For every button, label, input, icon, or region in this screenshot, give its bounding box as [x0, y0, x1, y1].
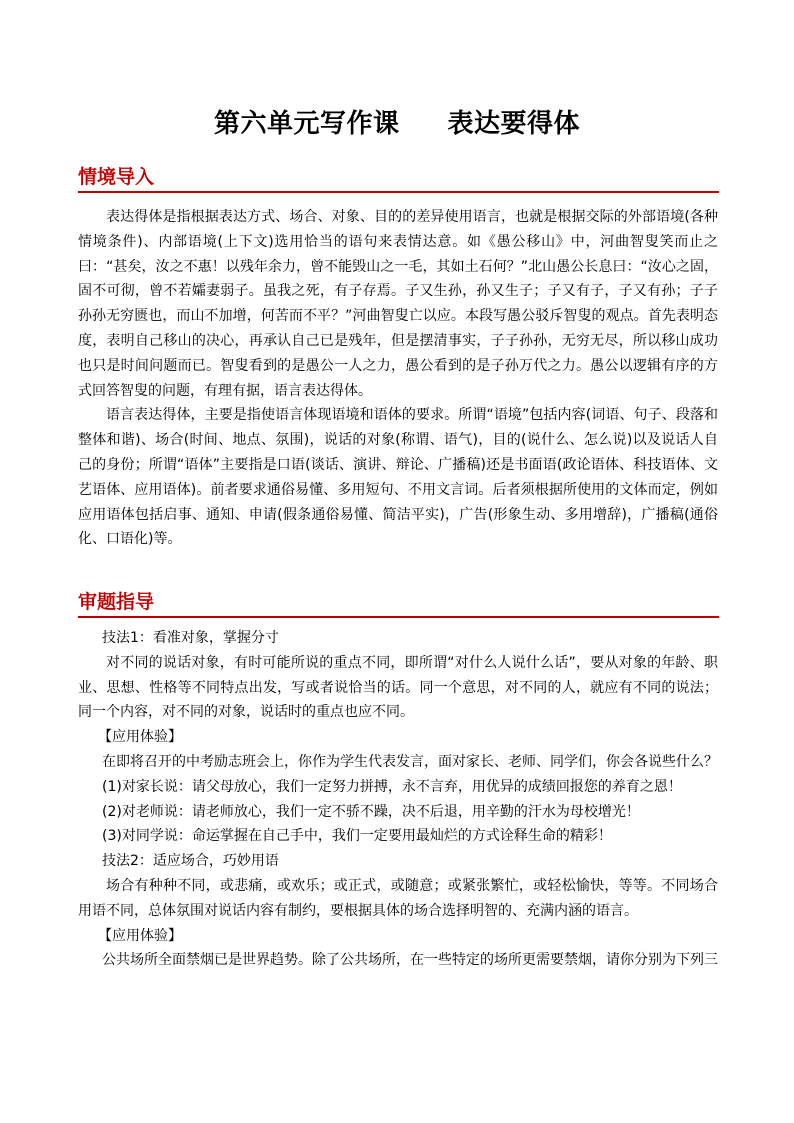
section-intro — [78, 167, 718, 552]
section-heading — [78, 167, 718, 191]
method-1-heading: 技法1：看准对象，掌握分寸 — [102, 630, 279, 646]
experience-label: 【应用体验】 — [98, 729, 182, 746]
experience-question: 公共场所全面禁烟已是世界趋势。除了公共场所，在一些特定的场所更需要禁烟，请你分别为下列三 — [102, 952, 718, 969]
section-title: 情境导入 — [78, 166, 155, 188]
title-part-1: 第六单元写作课 — [213, 109, 400, 139]
experience-question: 在即将召开的中考励志班会上，你作为学生代表发言，面对家长、老师、同学们，你会各说些什么？ — [102, 753, 718, 770]
section-guidance — [78, 592, 718, 973]
section-title: 审题指导 — [78, 591, 155, 613]
section-heading — [78, 592, 718, 616]
intro-paragraph-1: 表达得体是指根据表达方式、场合、对象、目的的差异使用语言，也就是根据交际的外部语境(各种情境条件)、内部语境(上下文)选用恰当的语句来表情达意。如《愚公移山》中，河曲智叟笑而止之曰：“甚矣，汝之不惠！以残年余力，曾不能毁山之一毛，其如土石何？”北山愚公长息曰：“汝心之固，固不可彻，曾不若孀妻弱子。虽我之死，有子存焉。子又生孙，孙又生子；子又有子，子又有孙；子子孙孙无穷匮也，而山不加增，何苦而不平？”河曲智叟亡以应。本段写愚公驳斥智叟的观点。首先表明态度，表明自己移山的决心，再承认自己已是残年，但是摆清事实，子子孙孙，无穷无尽，所以移山成功也只是时间问题而已。智叟看到的是愚公一人之力，愚公看到的是子孙万代之力。愚公以逻辑有序的方式回答智叟的问题，有理有据，语言表达得体。 — [78, 209, 718, 399]
answer-2: (2)对老师说：请老师放心，我们一定不骄不躁，决不后退，用辛勤的汗水为母校增光！ — [102, 803, 640, 820]
method-2-text: 场合有种种不同，或悲痛，或欢乐；或正式，或随意；或紧张繁忙，或轻松愉快，等等。不同场合用语不同，总体氛围对说话内容有制约，要根据具体的场合选择明智的、充满内涵的语言。 — [78, 877, 718, 919]
method-1-text: 对不同的说话对象，有时可能所说的重点不同，即所谓“对什么人说什么话”，要从对象的年龄、职业、思想、性格等不同特点出发，写或者说恰当的话。同一个意思，对不同的人，就应有不同的说法；同一个内容，对不同的对象，说话时的重点也应不同。 — [78, 654, 718, 721]
section-divider — [78, 191, 719, 193]
answer-1: (1)对家长说：请父母放心，我们一定努力拼搏，永不言弃，用优异的成绩回报您的养育之恩！ — [102, 778, 682, 795]
answer-3: (3)对同学说：命运掌握在自己手中，我们一定要用最灿烂的方式诠释生命的精彩！ — [102, 828, 612, 845]
title-part-2: 表达要得体 — [447, 109, 581, 139]
page-title — [0, 103, 794, 140]
section-divider — [78, 616, 719, 618]
method-2-heading: 技法2：适应场合，巧妙用语 — [102, 853, 279, 870]
intro-paragraph-2: 语言表达得体，主要是指使语言体现语境和语体的要求。所谓“语境”包括内容(词语、句子、段落和整体和谐)、场合(时间、地点、氛围)，说话的对象(称谓、语气)，目的(说什么、怎么说)以及说话人自己的身份；所谓“语体”主要指是口语(谈话、演讲、辩论、广播稿)还是书面语(政论语体、科技语体、文艺语体、应用语体)。前者要求通俗易懂、多用短句、不用文言词。后者须根据所使用的文体而定，例如应用语体包括启事、通知、申请(假条通俗易懂、简洁平实)，广告(形象生动、多用增辞)，广播稿(通俗化、口语化)等。 — [78, 407, 718, 548]
experience-label: 【应用体验】 — [98, 927, 182, 944]
